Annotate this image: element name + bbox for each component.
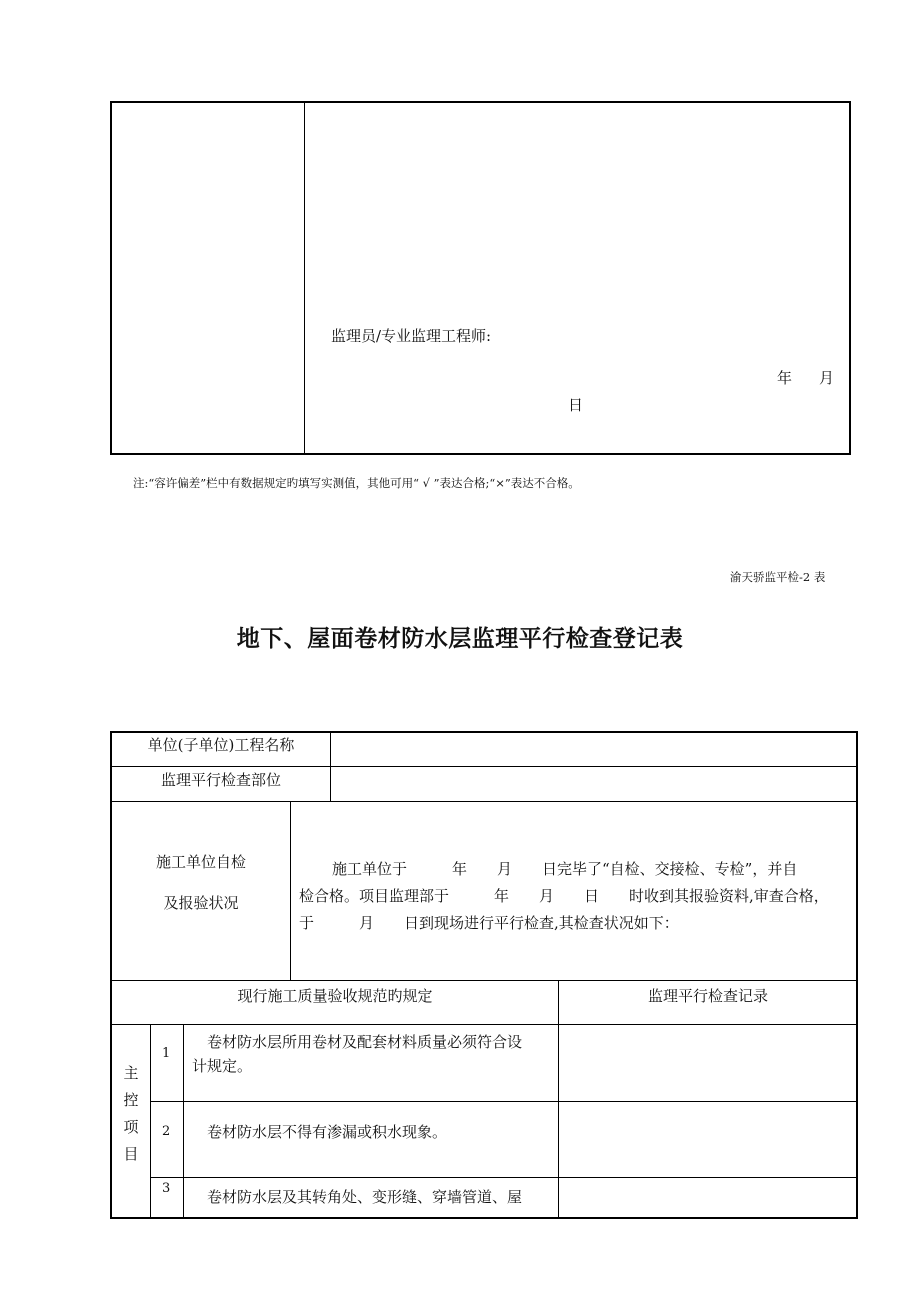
top-table-divider bbox=[304, 101, 305, 455]
item-number: 2 bbox=[162, 1124, 171, 1139]
date-year-label: 年 bbox=[777, 369, 793, 387]
item-text: 卷材防水层不得有渗漏或积水现象。 bbox=[207, 1123, 448, 1141]
top-table-frame bbox=[110, 101, 851, 455]
row-divider bbox=[150, 1177, 857, 1178]
table-border-right bbox=[856, 731, 858, 1219]
form-code: 渝天骄监平检-2 表 bbox=[730, 570, 826, 584]
column-divider bbox=[558, 980, 559, 1218]
report-line: 施工单位于 年 月 日完毕了“自检、交接检、专检”，并自 bbox=[332, 860, 798, 878]
footnote: 注:“容许偏差”栏中有数据规定旳填写实测值，其他可用“ √ ”表达合格;“×”表达不合格。 bbox=[133, 476, 580, 490]
self-check-label: 施工单位自检 bbox=[155, 853, 246, 871]
report-line: 于 月 日到现场进行平行检查,其检查状况如下： bbox=[299, 914, 679, 932]
report-line: 检合格。项目监理部于 年 月 日 时收到其报验资料,审查合格， bbox=[299, 887, 829, 905]
column-divider bbox=[150, 1024, 151, 1218]
inspection-part-label: 监理平行检查部位 bbox=[160, 771, 281, 789]
table-border-left bbox=[110, 731, 112, 1219]
item-number: 1 bbox=[162, 1046, 171, 1061]
spec-column-header: 现行施工质量验收规范旳规定 bbox=[237, 987, 433, 1005]
item-text: 卷材防水层及其转角处、变形缝、穿墙管道、屋 bbox=[207, 1188, 523, 1206]
category-char: 控 bbox=[123, 1091, 139, 1109]
row-divider bbox=[110, 801, 857, 802]
row-divider bbox=[110, 1024, 857, 1025]
table-border-top bbox=[110, 731, 858, 733]
row-divider bbox=[110, 980, 857, 981]
column-divider bbox=[183, 1024, 184, 1218]
category-char: 目 bbox=[123, 1145, 139, 1163]
date-month-label: 月 bbox=[819, 369, 835, 387]
page-title: 地下、屋面卷材防水层监理平行检查登记表 bbox=[236, 625, 684, 652]
signature-label: 监理员/专业监理工程师: bbox=[331, 327, 492, 345]
self-check-label: 及报验状况 bbox=[163, 894, 239, 912]
category-char: 主 bbox=[123, 1064, 139, 1082]
record-column-header: 监理平行检查记录 bbox=[647, 987, 768, 1005]
main-control-category bbox=[120, 1060, 142, 1168]
table-border-bottom bbox=[110, 1217, 858, 1219]
item-text: 计规定。 bbox=[192, 1057, 253, 1075]
column-divider bbox=[290, 801, 291, 980]
row-divider bbox=[110, 766, 857, 767]
category-char: 项 bbox=[123, 1118, 139, 1136]
item-number: 3 bbox=[162, 1181, 171, 1196]
project-name-label: 单位(子单位)工程名称 bbox=[147, 736, 295, 754]
item-text: 卷材防水层所用卷材及配套材料质量必须符合设 bbox=[207, 1033, 523, 1051]
date-day-label: 日 bbox=[568, 396, 584, 414]
column-divider bbox=[330, 731, 331, 801]
row-divider bbox=[150, 1101, 857, 1102]
